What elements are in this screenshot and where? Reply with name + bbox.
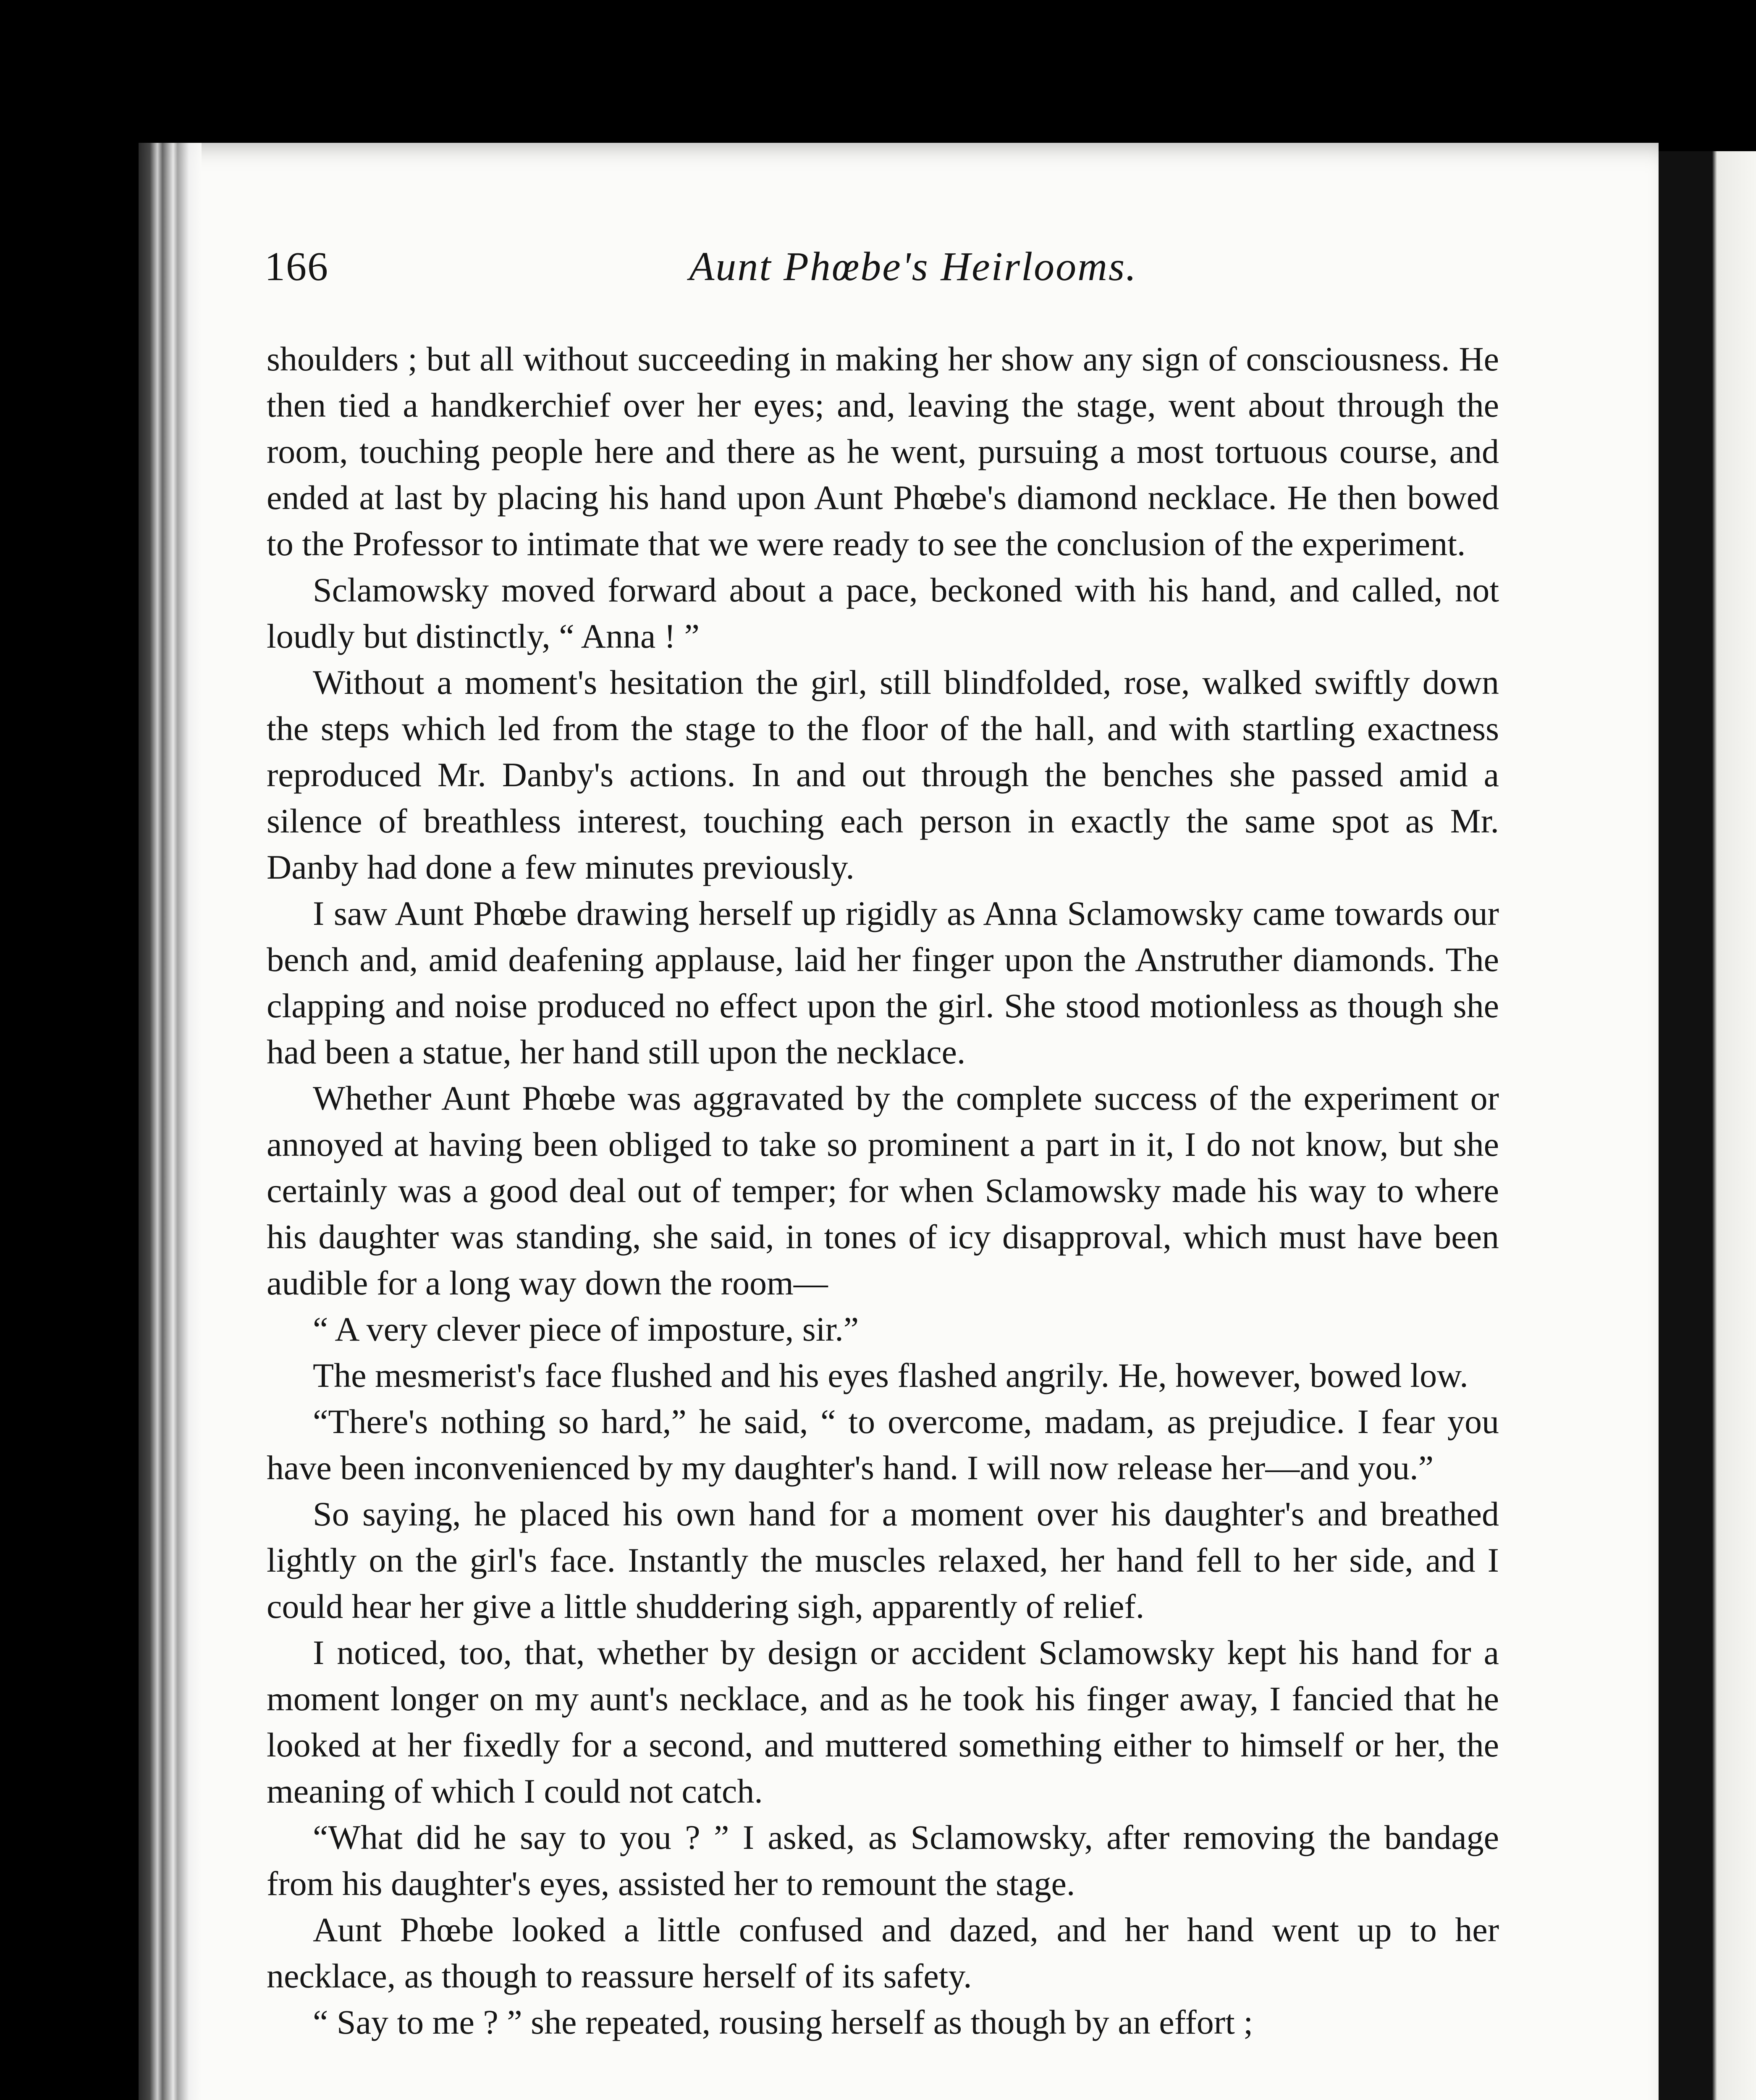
- page-gutter: [139, 143, 202, 2100]
- paragraph: So saying, he placed his own hand for a moment over his daughter's and breathed lightly on the girl's face. Instantly the muscles relaxed, her hand fell to her side, and I could hear her give a little shuddering sigh, apparently of relief.: [267, 1495, 1499, 1625]
- running-title: Aunt Phœbe's Heirlooms.: [689, 244, 1137, 289]
- paragraph: shoulders ; but all without succeeding in making her show any sign of consciousness. He then tied a handkerchief over her eyes; and, leaving the stage, went about through the room, touching people here and there as he went, pursuing a most tortuous course, and ended at last by placing his hand upon Aunt Phœbe's diamond necklace. He then bowed to the Professor to intimate that we were ready to see the conclusion of the experiment.: [267, 340, 1499, 563]
- paragraph: “ A very clever piece of imposture, sir.”: [313, 1310, 859, 1348]
- paragraph: “What did he say to you ? ” I asked, as Sclamowsky, after removing the bandage from his daughter's eyes, assisted her to remount the stage.: [267, 1818, 1499, 1903]
- paragraph: The mesmerist's face flushed and his eyes flashed angrily. He, however, bowed low.: [313, 1356, 1468, 1394]
- paragraph: Aunt Phœbe looked a little confused and dazed, and her hand went up to her necklace, as though to reassure herself of its safety.: [267, 1911, 1499, 1995]
- paragraph: “ Say to me ? ” she repeated, rousing herself as though by an effort ;: [313, 2003, 1253, 2041]
- page-header: [265, 235, 1562, 298]
- paragraph: “There's nothing so hard,” he said, “ to overcome, madam, as prejudice. I fear you have been inconvenienced by my daughter's hand. I will now release her—and you.”: [267, 1402, 1499, 1487]
- paragraph: Without a moment's hesitation the girl, still blindfolded, rose, walked swiftly down the steps which led from the stage to the floor of the hall, and with startling exactness reproduced Mr. Danby's actions. In and out through the benches she passed amid a silence of breathless interest, touching each person in exactly the same spot as Mr. Danby had done a few minutes previously.: [267, 663, 1499, 886]
- paragraph: Sclamowsky moved forward about a pace, beckoned with his hand, and called, not loudly but distinctly, “ Anna ! ”: [267, 571, 1499, 655]
- paragraph: I noticed, too, that, whether by design or accident Sclamowsky kept his hand for a moment longer on my aunt's necklace, and as he took his finger away, I fancied that he looked at her fixedly for a second, and muttered something either to himself or her, the meaning of which I could not catch.: [267, 1633, 1499, 1810]
- body-text: [267, 336, 1499, 2045]
- paragraph: I saw Aunt Phœbe drawing herself up rigidly as Anna Sclamowsky came towards our bench and, amid deafening applause, laid her finger upon the Anstruther diamonds. The clapping and noise produced no effect upon the girl. She stood motionless as though she had been a statue, her hand still upon the necklace.: [267, 894, 1499, 1071]
- paragraph: Whether Aunt Phœbe was aggravated by the complete success of the experiment or annoyed at having been obliged to take so prominent a part in it, I do not know, but she certainly was a good deal out of temper; for when Sclamowsky made his way to where his daughter was standing, she said, in tones of icy disapproval, which must have been audible for a long way down the room—: [267, 1079, 1499, 1302]
- facing-page-edge: [1659, 151, 1756, 2100]
- page-number: 166: [265, 244, 329, 289]
